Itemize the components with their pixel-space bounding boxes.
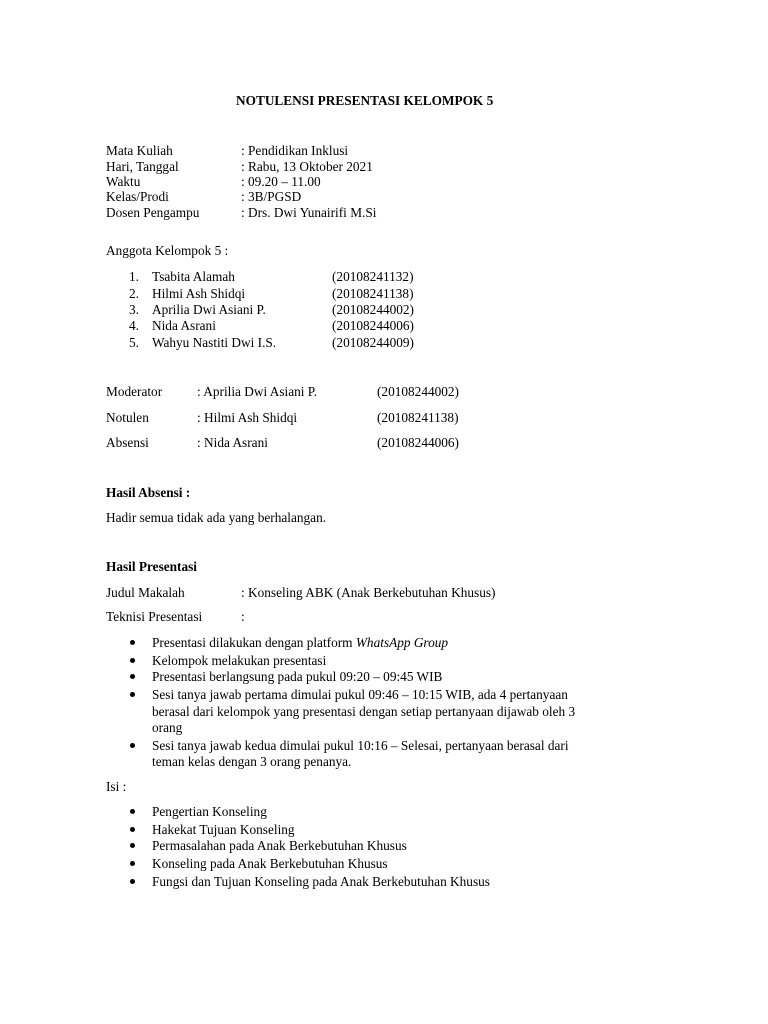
info-label: Waktu — [106, 174, 141, 189]
info-label: Hari, Tanggal — [106, 159, 179, 174]
role-label: Moderator — [106, 384, 163, 399]
info-label: Mata Kuliah — [106, 143, 173, 158]
bullet-icon — [130, 688, 138, 696]
attendance-heading: Hasil Absensi : — [106, 485, 191, 500]
bullet-text-continued: orang — [152, 720, 183, 735]
document-title: NOTULENSI PRESENTASI KELOMPOK 5 — [236, 93, 494, 108]
role-label: Absensi — [106, 435, 149, 450]
isi-item: Hakekat Tujuan Konseling — [152, 822, 295, 837]
member-number: 1. — [129, 269, 139, 284]
role-name: : Hilmi Ash Shidqi — [197, 410, 298, 425]
member-id: (20108244002) — [332, 302, 414, 317]
bullet-text: Kelompok melakukan presentasi — [152, 653, 327, 668]
bullet-text: Sesi tanya jawab pertama dimulai pukul 09:46 – 10:15 WIB, ada 4 pertanyaan — [152, 687, 568, 702]
role-label: Notulen — [106, 410, 149, 425]
role-id: (20108241138) — [377, 410, 459, 425]
member-id: (20108244009) — [332, 335, 414, 350]
member-name: Wahyu Nastiti Dwi I.S. — [152, 335, 277, 350]
members-heading: Anggota Kelompok 5 : — [106, 243, 229, 258]
attendance-text: Hadir semua tidak ada yang berhalangan. — [106, 510, 327, 525]
member-id: (20108244006) — [332, 318, 414, 333]
bullet-icon — [130, 805, 138, 813]
member-id: (20108241132) — [332, 269, 414, 284]
member-number: 2. — [129, 286, 139, 301]
member-id: (20108241138) — [332, 286, 414, 301]
bullet-icon — [130, 636, 138, 644]
info-value: : Drs. Dwi Yunairifi M.Si — [241, 205, 377, 220]
role-id: (20108244002) — [377, 384, 459, 399]
bullet-text — [152, 635, 448, 651]
isi-item: Fungsi dan Tujuan Konseling pada Anak Berkebutuhan Khusus — [152, 874, 490, 889]
bullet-icon — [130, 857, 138, 865]
role-name: : Nida Asrani — [197, 435, 268, 450]
bullet-text: Sesi tanya jawab kedua dimulai pukul 10:16 – Selesai, pertanyaan berasal dari — [152, 738, 569, 753]
member-name: Tsabita Alamah — [152, 269, 235, 284]
info-value: : Pendidikan Inklusi — [241, 143, 349, 158]
bullet-icon — [130, 823, 138, 831]
isi-item: Pengertian Konseling — [152, 804, 267, 819]
isi-item: Permasalahan pada Anak Berkebutuhan Khusus — [152, 838, 407, 853]
member-name: Nida Asrani — [152, 318, 216, 333]
bullet-icon — [130, 839, 138, 847]
info-label: Dosen Pengampu — [106, 205, 200, 220]
bullet-text: Presentasi berlangsung pada pukul 09:20 – 09:45 WIB — [152, 669, 443, 684]
member-number: 4. — [129, 318, 139, 333]
info-value: : 09.20 – 11.00 — [241, 174, 321, 189]
bullet-icon — [130, 739, 138, 747]
bullet-text-continued: berasal dari kelompok yang presentasi dengan setiap pertanyaan dijawab oleh 3 — [152, 704, 576, 719]
member-name: Aprilia Dwi Asiani P. — [152, 302, 266, 317]
isi-item: Konseling pada Anak Berkebutuhan Khusus — [152, 856, 388, 871]
teknis-label: Teknisi Presentasi — [106, 609, 203, 624]
info-value: : Rabu, 13 Oktober 2021 — [241, 159, 373, 174]
member-number: 5. — [129, 335, 139, 350]
platform-name: WhatsApp Group — [355, 635, 449, 650]
judul-label: Judul Makalah — [106, 585, 185, 600]
member-name: Hilmi Ash Shidqi — [152, 286, 246, 301]
bullet-text-continued: teman kelas dengan 3 orang penanya. — [152, 754, 352, 769]
bullet-icon — [130, 875, 138, 883]
bullet-text-prefix: Presentasi dilakukan dengan platform — [152, 635, 356, 650]
bullet-icon — [130, 670, 138, 678]
role-name: : Aprilia Dwi Asiani P. — [197, 384, 318, 399]
member-number: 3. — [129, 302, 139, 317]
isi-label: Isi : — [106, 779, 127, 794]
role-id: (20108244006) — [377, 435, 459, 450]
bullet-icon — [130, 654, 138, 662]
info-value: : 3B/PGSD — [241, 189, 302, 204]
teknis-colon: : — [241, 609, 245, 624]
info-label: Kelas/Prodi — [106, 189, 169, 204]
judul-value: : Konseling ABK (Anak Berkebutuhan Khusus) — [241, 585, 496, 600]
presentation-heading: Hasil Presentasi — [106, 559, 197, 574]
